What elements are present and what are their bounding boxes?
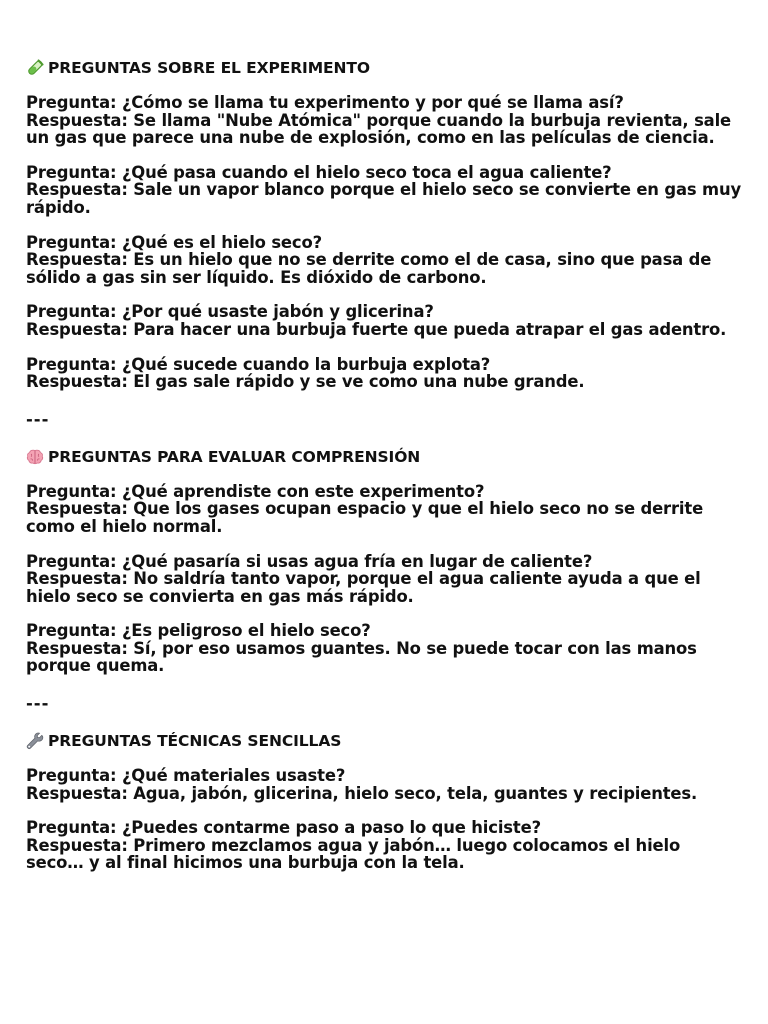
answer-text: Respuesta: Es un hielo que no se derrite como el de casa, sino que pasa de sólido a gas sin ser líquido. Es dióxido de carbono.	[26, 250, 712, 287]
qa-item	[26, 622, 742, 675]
answer-text: Respuesta: Sí, por eso usamos guantes. No se puede tocar con las manos porque quema.	[26, 638, 697, 676]
qa-item	[26, 767, 742, 802]
qa-list	[26, 767, 742, 872]
question-text: Pregunta: ¿Qué pasa cuando el hielo seco toca el agua caliente?	[26, 162, 612, 182]
question-text: Pregunta: ¿Qué es el hielo seco?	[26, 232, 322, 252]
section-separator: ---	[26, 694, 50, 714]
section-title: PREGUNTAS SOBRE EL EXPERIMENTO	[48, 59, 370, 77]
answer-text: Respuesta: Primero mezclamos agua y jabón… luego colocamos el hielo seco… y al final hicimos una burbuja con la tela.	[26, 835, 681, 873]
question-text: Pregunta: ¿Qué materiales usaste?	[26, 766, 346, 786]
answer-text: Respuesta: Sale un vapor blanco porque el hielo seco se convierte en gas muy rápido.	[26, 180, 742, 217]
test-tube-icon	[26, 59, 44, 77]
qa-item	[26, 234, 742, 287]
qa-item	[26, 553, 742, 606]
question-text: Pregunta: ¿Qué aprendiste con este experimento?	[26, 481, 485, 501]
question-text: Pregunta: ¿Por qué usaste jabón y glicerina?	[26, 302, 434, 322]
answer-text: Respuesta: Para hacer una burbuja fuerte que pueda atrapar el gas adentro.	[26, 319, 727, 339]
document-page	[26, 58, 742, 889]
qa-item	[26, 483, 742, 536]
answer-text: Respuesta: Agua, jabón, glicerina, hielo seco, tela, guantes y recipientes.	[26, 783, 698, 803]
qa-list	[26, 483, 742, 675]
section-heading	[26, 731, 742, 751]
section-experimento	[26, 58, 742, 391]
qa-item	[26, 819, 742, 872]
question-text: Pregunta: ¿Qué pasaría si usas agua fría en lugar de caliente?	[26, 551, 593, 571]
section-heading	[26, 58, 742, 78]
section-separator: ---	[26, 409, 50, 429]
answer-text: Respuesta: El gas sale rápido y se ve como una nube grande.	[26, 372, 585, 392]
qa-item	[26, 164, 742, 217]
question-text: Pregunta: ¿Es peligroso el hielo seco?	[26, 621, 371, 641]
qa-item	[26, 356, 742, 391]
question-text: Pregunta: ¿Cómo se llama tu experimento y por qué se llama así?	[26, 93, 624, 112]
answer-text: Respuesta: Se llama "Nube Atómica" porque cuando la burbuja revienta, sale un gas que parece una nube de explosión, como en las películas de ciencia.	[26, 110, 732, 148]
section-heading	[26, 447, 742, 467]
section-title: PREGUNTAS TÉCNICAS SENCILLAS	[48, 732, 342, 751]
qa-item	[26, 303, 742, 338]
section-tecnicas	[26, 731, 742, 872]
brain-icon	[26, 448, 44, 466]
wrench-icon	[26, 732, 44, 750]
answer-text: Respuesta: Que los gases ocupan espacio y que el hielo seco no se derrite como el hielo normal.	[26, 499, 704, 536]
section-comprension	[26, 447, 742, 675]
section-title: PREGUNTAS PARA EVALUAR COMPRENSIÓN	[48, 447, 421, 466]
answer-text: Respuesta: No saldría tanto vapor, porque el agua caliente ayuda a que el hielo seco se convierta en gas más rápido.	[26, 569, 701, 606]
question-text: Pregunta: ¿Qué sucede cuando la burbuja explota?	[26, 354, 491, 374]
question-text: Pregunta: ¿Puedes contarme paso a paso lo que hiciste?	[26, 818, 541, 838]
qa-item	[26, 94, 742, 147]
qa-list	[26, 94, 742, 391]
